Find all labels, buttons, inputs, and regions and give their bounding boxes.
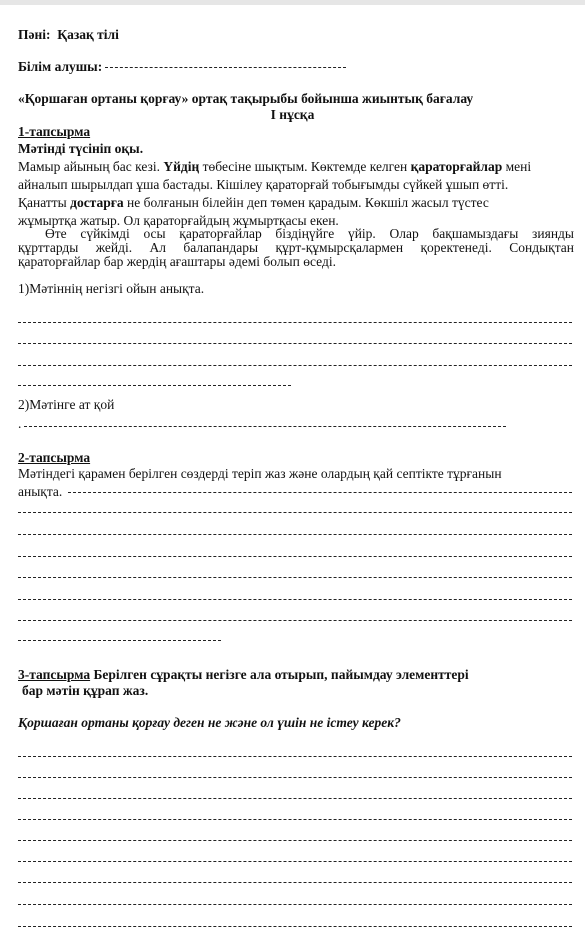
page-title: «Қоршаған ортаны қорғау» ортақ тақырыбы бойынша жиынтық бағалау	[18, 91, 474, 106]
task2-line-1: Мәтіндегі қарамен берілген сөздерді теріп жаз және олардың қай септікте тұрғанын	[18, 466, 502, 481]
bold-word-uydin: Үйдің	[163, 159, 200, 174]
answer-line	[18, 882, 572, 883]
text-line-1-c: төбесіне шықтым. Көктемде келген	[199, 159, 411, 174]
task3-line-2: бар мәтін құрап жаз.	[22, 683, 149, 698]
variant-label: І нұсқа	[270, 107, 315, 122]
text-line-2: айналып шырылдап ұша бастады. Кішілеу қараторғай тобығымды сүйкей ұшып өтті.	[18, 177, 509, 192]
task3-line-1	[18, 667, 469, 683]
answer-line	[18, 343, 572, 344]
answer-line	[18, 819, 572, 820]
answer-line	[18, 756, 572, 757]
text-line-3	[18, 195, 489, 211]
text-line-1-e: мені	[502, 159, 532, 174]
answer-line	[18, 534, 572, 535]
answer-line	[18, 904, 572, 905]
answer-line	[18, 640, 221, 641]
student-line	[18, 59, 102, 75]
answer-line	[24, 426, 506, 427]
text-line-6: құрттарды жейді. Ал балапандары құрт-құмырсқалармен қоректенеді. Сондықтан	[18, 240, 574, 255]
bold-word-dostarga: достарға	[70, 195, 124, 210]
text-line-1	[18, 159, 531, 175]
text-line-4: жұмыртқа жатыр. Ол қараторғайдың жұмыртқасы екен.	[18, 213, 339, 228]
answer-line	[18, 556, 572, 557]
answer-line	[18, 512, 572, 513]
task3-question: Қоршаған ортаны қорғау деген не және ол үшін не істеу керек?	[18, 715, 401, 730]
question-2-dot: .	[18, 416, 22, 431]
answer-line	[18, 861, 572, 862]
answer-line	[68, 492, 572, 493]
task2-heading: 2-тапсырма	[18, 450, 91, 465]
text-line-3-a: Қанатты	[18, 195, 71, 210]
student-name-blank	[105, 67, 346, 68]
task2-line-2: анықта.	[18, 484, 63, 499]
question-2: 2)Мәтінге ат қой	[18, 397, 115, 412]
answer-line	[18, 599, 572, 600]
answer-line	[18, 798, 572, 799]
task1-heading: 1-тапсырма	[18, 124, 91, 139]
text-line-3-c: не болғанын білейін деп төмен қарадым. Көкшіл жасыл түстес	[123, 195, 489, 210]
subject-value: Қазақ тілі	[57, 27, 119, 42]
text-line-1-a: Мамыр айының бас кезі.	[18, 159, 164, 174]
question-1: 1)Мәтіннің негізгі ойын анықта.	[18, 281, 205, 296]
text-line-5: Өте сүйкімді осы қараторғайлар біздіңүйге үйір. Олар бақшамыздағы зиянды	[45, 226, 574, 241]
student-label: Білім алушы:	[18, 59, 103, 74]
answer-line	[18, 322, 572, 323]
answer-line	[18, 777, 572, 778]
answer-line	[18, 365, 572, 366]
answer-line	[18, 840, 572, 841]
answer-line	[18, 926, 572, 927]
subject-line	[18, 27, 119, 43]
answer-line	[18, 385, 291, 386]
task3-text-1: Берілген сұрақты негізге ала отырып, пайымдау элементтері	[90, 667, 469, 682]
top-border	[0, 0, 585, 5]
task3-heading: 3-тапсырма	[18, 667, 91, 682]
bold-word-karatorgailar: қараторғайлар	[410, 159, 503, 174]
answer-line	[18, 577, 572, 578]
answer-line	[18, 620, 572, 621]
task1-instruction: Мәтінді түсініп оқы.	[18, 141, 144, 156]
subject-label: Пәні:	[18, 27, 51, 42]
text-line-7: қараторғайлар бар жердің ағаштары әдемі болып өседі.	[18, 254, 336, 269]
